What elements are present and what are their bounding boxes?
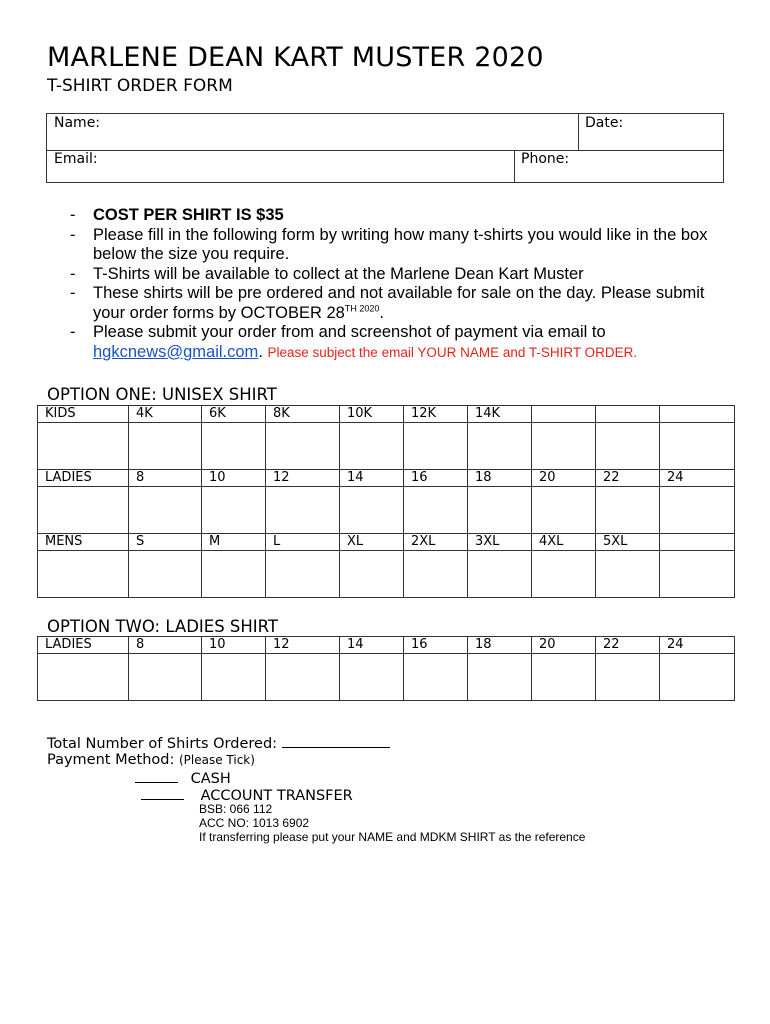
size-row-label: LADIES [38, 470, 129, 487]
total-shirts-label: Total Number of Shirts Ordered: [47, 736, 278, 752]
size-header-cell: 6K [202, 406, 266, 423]
date-field-label[interactable]: Date: [585, 115, 624, 131]
quantity-input-cell[interactable] [38, 423, 129, 470]
option-one-table [37, 405, 735, 598]
list-item: - Please submit your order from and screenshot of payment via email to hgkcnews@gmail.com. Please subject the email YOUR NAME and T-SHIRT ORDER. [70, 323, 638, 361]
size-header-cell [596, 406, 660, 423]
quantity-input-cell[interactable] [266, 423, 340, 470]
quantity-input-cell[interactable] [266, 487, 340, 534]
quantity-input-cell[interactable] [202, 423, 266, 470]
size-header-cell [660, 534, 735, 551]
list-item: - T-Shirts will be available to collect at the Marlene Dean Kart Muster [70, 264, 584, 283]
size-header-cell: 16 [404, 470, 468, 487]
size-header-cell: L [266, 534, 340, 551]
size-row-label: LADIES [38, 637, 129, 654]
list-item: - COST PER SHIRT IS $35 [70, 206, 284, 224]
size-header-cell: M [202, 534, 266, 551]
size-header-cell: XL [340, 534, 404, 551]
size-header-cell: 18 [468, 637, 532, 654]
quantity-input-cell[interactable] [532, 551, 596, 598]
quantity-input-cell[interactable] [38, 551, 129, 598]
quantity-input-cell[interactable] [38, 487, 129, 534]
size-header-cell: 14K [468, 406, 532, 423]
phone-field-label[interactable]: Phone: [521, 151, 570, 167]
quantity-input-cell[interactable] [532, 487, 596, 534]
quantity-input-cell[interactable] [129, 551, 202, 598]
cash-tick-field[interactable] [135, 769, 178, 783]
size-header-cell: 4K [129, 406, 202, 423]
quantity-input-cell[interactable] [340, 487, 404, 534]
size-header-cell: 12K [404, 406, 468, 423]
subject-note: Please subject the email YOUR NAME and T-SHIRT ORDER. [267, 344, 638, 360]
quantity-input-cell[interactable] [532, 423, 596, 470]
quantity-input-cell[interactable] [468, 487, 532, 534]
quantity-input-cell[interactable] [660, 487, 735, 534]
size-header-cell: 5XL [596, 534, 660, 551]
quantity-input-cell[interactable] [660, 551, 735, 598]
quantity-input-cell[interactable] [129, 423, 202, 470]
cash-option-label: CASH [190, 771, 231, 787]
quantity-input-cell[interactable] [202, 551, 266, 598]
list-item: - Please fill in the following form by writing how many t-shirts you would like in the box below the size you require. [70, 225, 708, 263]
cost-notice: COST PER SHIRT IS $35 [93, 206, 284, 224]
size-header-cell: 8 [129, 470, 202, 487]
quantity-input-cell[interactable] [129, 654, 202, 701]
quantity-input-cell[interactable] [596, 423, 660, 470]
email-link[interactable]: hgkcnews@gmail.com [93, 342, 259, 361]
transfer-reference-note: If transferring please put your NAME and MDKM SHIRT as the reference [199, 830, 586, 844]
transfer-option-label: ACCOUNT TRANSFER [200, 788, 353, 804]
size-header-cell: 2XL [404, 534, 468, 551]
size-header-cell: 8 [129, 637, 202, 654]
quantity-input-cell[interactable] [38, 654, 129, 701]
contact-info-box [46, 113, 724, 183]
size-row-label: MENS [38, 534, 129, 551]
size-header-cell [660, 406, 735, 423]
quantity-input-cell[interactable] [340, 423, 404, 470]
size-header-cell: 20 [532, 637, 596, 654]
quantity-input-cell[interactable] [660, 654, 735, 701]
option-two-heading: OPTION TWO: LADIES SHIRT [47, 617, 279, 636]
size-header-cell: 16 [404, 637, 468, 654]
quantity-input-cell[interactable] [596, 654, 660, 701]
option-one-heading: OPTION ONE: UNISEX SHIRT [47, 385, 277, 404]
page-title: MARLENE DEAN KART MUSTER 2020 [47, 42, 544, 73]
form-subtitle: T-SHIRT ORDER FORM [47, 76, 233, 96]
size-header-cell: 12 [266, 637, 340, 654]
size-header-cell: S [129, 534, 202, 551]
size-header-cell: 22 [596, 470, 660, 487]
quantity-input-cell[interactable] [202, 654, 266, 701]
size-row-label: KIDS [38, 406, 129, 423]
quantity-input-cell[interactable] [532, 654, 596, 701]
list-item: - These shirts will be pre ordered and not available for sale on the day. Please submit your order forms by OCTOBER $28^{TH 2020}$. [70, 284, 705, 322]
size-header-cell: 20 [532, 470, 596, 487]
size-header-cell: 14 [340, 637, 404, 654]
size-header-cell: 10K [340, 406, 404, 423]
quantity-input-cell[interactable] [340, 551, 404, 598]
account-number: ACC NO: 1013 6902 [199, 816, 310, 830]
size-header-cell [532, 406, 596, 423]
quantity-input-cell[interactable] [266, 654, 340, 701]
payment-method-hint: (Please Tick) [178, 753, 255, 767]
quantity-input-cell[interactable] [404, 487, 468, 534]
quantity-input-cell[interactable] [468, 423, 532, 470]
quantity-input-cell[interactable] [596, 551, 660, 598]
payment-method-label: Payment Method: [47, 752, 175, 768]
quantity-input-cell[interactable] [404, 654, 468, 701]
size-header-cell: 4XL [532, 534, 596, 551]
quantity-input-cell[interactable] [468, 654, 532, 701]
quantity-input-cell[interactable] [129, 487, 202, 534]
size-header-cell: 22 [596, 637, 660, 654]
name-field-label[interactable]: Name: [54, 115, 101, 131]
size-header-cell: 3XL [468, 534, 532, 551]
size-header-cell: 18 [468, 470, 532, 487]
option-two-table [37, 636, 735, 701]
quantity-input-cell[interactable] [202, 487, 266, 534]
instruction-list [70, 206, 730, 362]
size-header-cell: 12 [266, 470, 340, 487]
quantity-input-cell[interactable] [660, 423, 735, 470]
quantity-input-cell[interactable] [468, 551, 532, 598]
quantity-input-cell[interactable] [266, 551, 340, 598]
email-field-label[interactable]: Email: [54, 151, 98, 167]
size-header-cell: 24 [660, 470, 735, 487]
size-header-cell: 14 [340, 470, 404, 487]
size-header-cell: 10 [202, 470, 266, 487]
bsb-number: BSB: 066 112 [199, 802, 273, 816]
size-header-cell: 8K [266, 406, 340, 423]
quantity-input-cell[interactable] [596, 487, 660, 534]
quantity-input-cell[interactable] [340, 654, 404, 701]
quantity-input-cell[interactable] [404, 551, 468, 598]
quantity-input-cell[interactable] [404, 423, 468, 470]
transfer-tick-field[interactable] [141, 786, 184, 800]
size-header-cell: 24 [660, 637, 735, 654]
total-shirts-field[interactable] [282, 734, 390, 748]
size-header-cell: 10 [202, 637, 266, 654]
